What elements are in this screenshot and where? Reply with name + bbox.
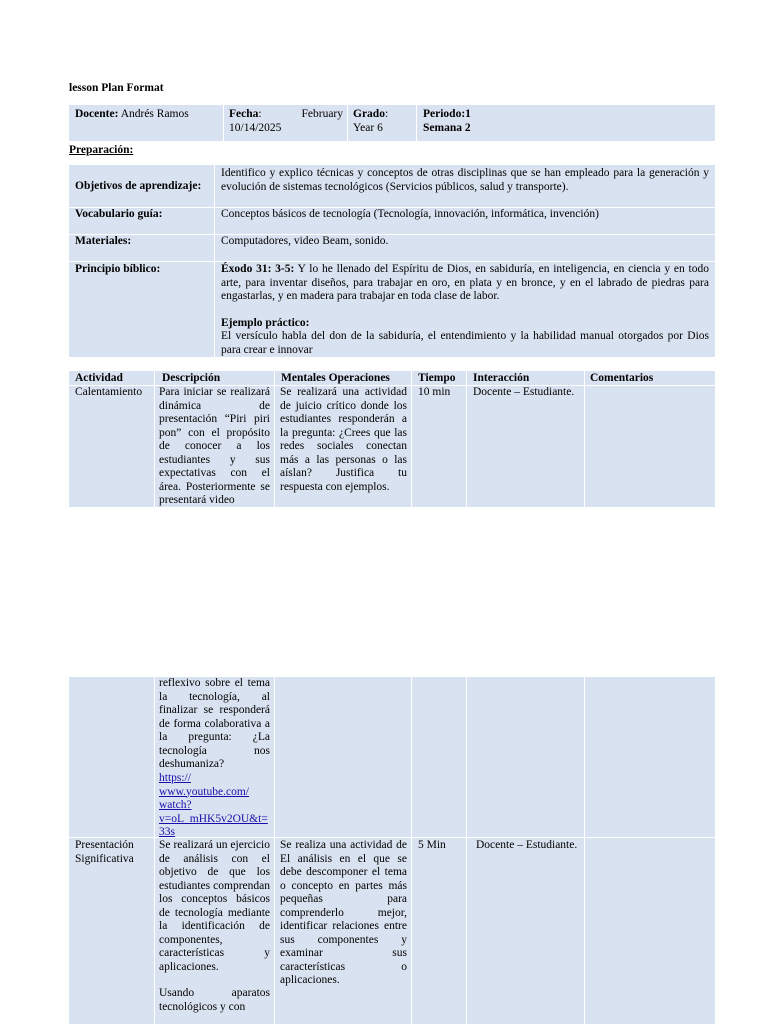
row1-interaccion: Docente – Estudiante. [473, 386, 575, 398]
objetivos-label: Objetivos de aprendizaje: [75, 180, 202, 192]
periodo-value: Periodo:1 [423, 108, 471, 120]
row2-actividad: Presentación Significativa [75, 839, 134, 865]
vocabulario-label: Vocabulario guía: [75, 208, 163, 220]
col-divider [411, 677, 412, 1024]
docente-value: Andrés Ramos [120, 108, 189, 120]
fecha-cell [229, 108, 343, 135]
col-divider [274, 371, 275, 507]
row2-interaccion: Docente – Estudiante. [476, 839, 578, 851]
row2-operaciones: Se realiza una actividad de El análisis en el que se debe descomponer el tema o concepto en partes más pequeñas para comprenderlo mejor, identificar relaciones entre sus componentes y examinar sus características o aplicaciones. [280, 839, 407, 986]
materiales-label: Materiales: [75, 235, 132, 247]
objetivos-value: Identifico y explico técnicas y conceptos de otras disciplinas que se han empleado para la generación y evolución de sistemas tecnológicos (Servicios públicos, salud y transporte). [221, 167, 709, 193]
principio-label: Principio bíblico: [75, 263, 161, 275]
row2-tiempo: 5 Min [418, 839, 446, 851]
document-title: lesson Plan Format [69, 82, 164, 94]
principio-ref: Éxodo 31: 3-5: [221, 263, 295, 275]
fecha-colon: : [258, 108, 262, 120]
col-divider [584, 677, 585, 1024]
preparacion-heading: Preparación: [69, 144, 134, 156]
header-divider [347, 105, 348, 141]
header-divider [416, 105, 417, 141]
row1-tiempo: 10 min [418, 386, 451, 398]
ejemplo-text: El versículo habla del don de la sabiduría, el entendimiento y la habilidad manual otorgados por Dios para crear e innovar [221, 330, 709, 356]
materiales-value: Computadores, video Beam, sonido. [221, 235, 389, 247]
video-link-line[interactable]: 33s [159, 826, 175, 838]
docente-label: Docente: [75, 108, 119, 120]
col-divider [584, 371, 585, 507]
video-link[interactable] [159, 772, 274, 840]
col-header-comentarios: Comentarios [590, 372, 654, 384]
preparation-table [69, 165, 715, 357]
col-divider [466, 677, 467, 1024]
row1-descripcion: Para iniciar se realizará dinámica de presentación “Piri piri pon” con el propósito de conocer a los estudiantes y sus expectativas con el área. Posteriormente se presentará video [159, 386, 270, 506]
fecha-date: 10/14/2025 [229, 121, 282, 134]
grado-cell [353, 108, 388, 135]
grado-colon: : [384, 108, 389, 120]
row1-operaciones: Se realizará una actividad de juicio crítico donde los estudiantes responderán a la pregunta: ¿Crees que las redes sociales conectan más a las personas o las aíslan? Justifica tu respuesta con ejemplos. [280, 386, 407, 493]
video-link-line[interactable]: v=oL_mHK5v2OU&t= [159, 812, 268, 825]
col-divider [411, 371, 412, 507]
principio-text: Y lo he llenado del Espíritu de Dios, en sabiduría, en inteligencia, en ciencia y en todo arte, para inventar diseños, para trabajar en oro, en plata y en bronce, y en el labrado de piedras para engastarlas, y en madera para trabajar en toda clase de labor. [221, 263, 709, 302]
semana-value: Semana 2 [423, 121, 471, 134]
ejemplo-label: Ejemplo práctico: [221, 317, 310, 329]
row1-descripcion-cont: reflexivo sobre el tema la tecnología, al finalizar se responderá de forma colaborativa a la pregunta: ¿La tecnología nos deshumaniza? [159, 677, 270, 770]
header-table [69, 105, 715, 141]
fecha-month: February [301, 108, 343, 120]
col-divider [154, 371, 155, 507]
prep-row-divider [69, 261, 715, 262]
col-divider [154, 677, 155, 1024]
col-header-operaciones: Mentales Operaciones [281, 372, 390, 384]
activity-table [69, 371, 715, 507]
col-header-descripcion: Descripción [162, 372, 221, 384]
col-divider [466, 371, 467, 507]
col-header-actividad: Actividad [75, 372, 123, 384]
video-link-line[interactable]: www.youtube.com/ [159, 785, 249, 798]
col-divider [274, 677, 275, 1024]
header-divider [223, 105, 224, 141]
video-link-line[interactable]: watch? [159, 799, 192, 811]
row2-descripcion-p1: Se realizará un ejercicio de análisis con el objetivo de que los estudiantes comprendan los conceptos básicos de tecnología mediante la identificación de componentes, características y aplicaciones. [159, 839, 270, 973]
fecha-label: Fecha [229, 108, 259, 120]
row2-descripcion-p2: Usando aparatos tecnológicos y con [159, 987, 270, 1013]
row2-descripcion [159, 839, 270, 1014]
grado-label: Grado [353, 108, 385, 120]
video-link-line[interactable]: https:// [159, 772, 191, 784]
row1-actividad: Calentamiento [75, 386, 143, 398]
docente-cell [75, 108, 189, 122]
vocabulario-value: Conceptos básicos de tecnología (Tecnología, innovación, informática, invención) [221, 208, 599, 220]
principio-value [221, 263, 709, 304]
col-header-interaccion: Interacción [473, 372, 530, 384]
periodo-cell [423, 108, 471, 135]
col-header-tiempo: Tiempo [418, 372, 456, 384]
activity-table-continued [69, 677, 715, 1024]
grado-value: Year 6 [353, 121, 383, 134]
